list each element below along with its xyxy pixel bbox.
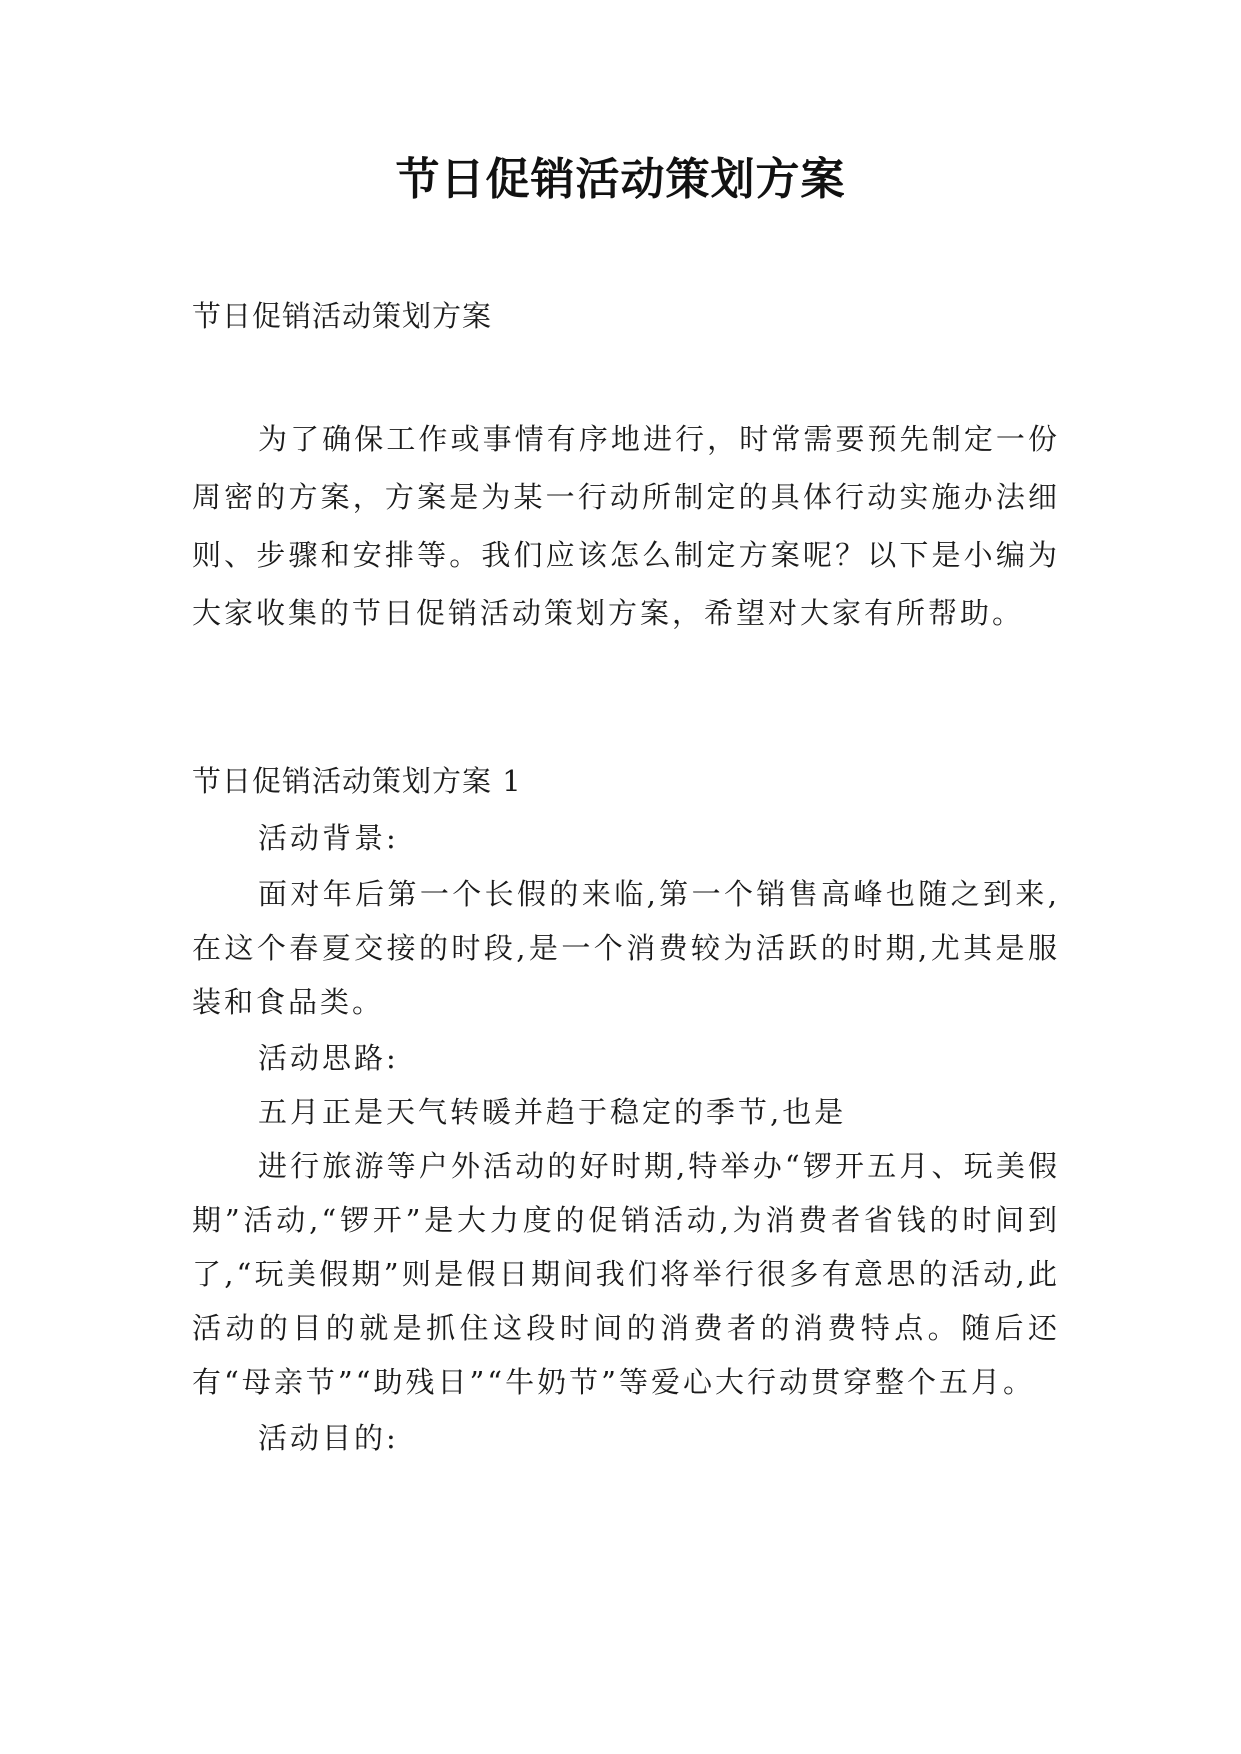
intro-paragraph: 为了确保工作或事情有序地进行，时常需要预先制定一份周密的方案，方案是为某一行动所制定的具体行动实施办法细则、步骤和安排等。我们应该怎么制定方案呢？以下是小编为大家收集的节日促销活动策划方案，希望对大家有所帮助。 (192, 422, 1060, 630)
label-approach: 活动思路: (258, 1041, 399, 1075)
document-title: 节日促销活动策划方案 (395, 154, 846, 205)
section-1 (192, 761, 1060, 1465)
paragraph-background: 面对年后第一个长假的来临,第一个销售高峰也随之到来,在这个春夏交接的时段,是一个消费较为活跃的时期,尤其是服装和食品类。 (192, 877, 1060, 1019)
paragraph-approach: 进行旅游等户外活动的好时期,特举办“锣开五月、玩美假期”活动,“锣开”是大力度的促销活动,为消费者省钱的时间到了,“玩美假期”则是假日期间我们将举行很多有意思的活动,此活动的目的就是抓住这段时间的消费者的消费特点。随后还有“母亲节”“助残日”“牛奶节”等爱心大行动贯穿整个五月。 (192, 1149, 1060, 1399)
label-purpose: 活动目的: (258, 1421, 399, 1455)
paragraph-approach-line: 五月正是天气转暖并趋于稳定的季节,也是 (258, 1095, 847, 1129)
label-background: 活动背景: (258, 821, 399, 855)
section-heading: 节日促销活动策划方案 1 (192, 764, 522, 798)
document-subtitle: 节日促销活动策划方案 (192, 299, 493, 333)
